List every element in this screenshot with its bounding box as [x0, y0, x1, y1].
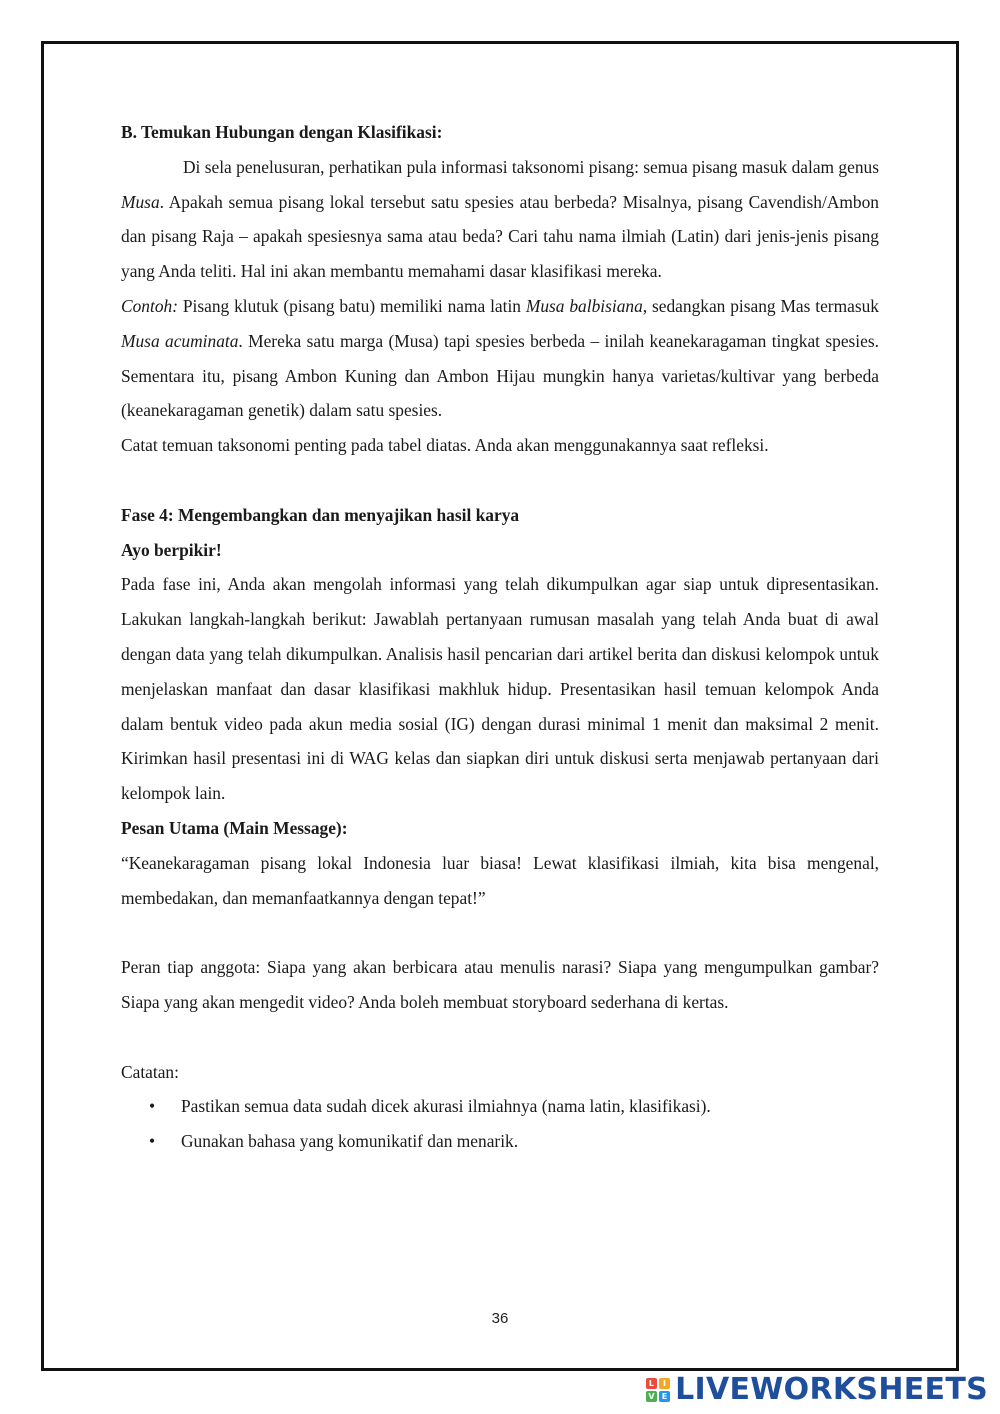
main-message: “Keanekaragaman pisang lokal Indonesia luar biasa! Lewat klasifikasi ilmiah, kita bisa mengenal, membedakan, dan memanfaatkannya dengan tepat!” — [121, 852, 879, 908]
section-b-text-b: . Apakah semua pisang lokal tersebut satu spesies atau berbeda? Misalnya, pisang Cavendish/Ambon dan pisang Raja – apakah spesiesnya sama atau beda? Cari tahu nama ilmiah (Latin) dari jenis-jenis pisang yang Anda teliti. Hal ini akan membantu memahami dasar klasifikasi mereka. — [121, 191, 879, 282]
liveworksheets-logo[interactable] — [646, 1372, 988, 1407]
spacer — [121, 463, 879, 498]
fase4-heading: Fase 4: Mengembangkan dan menyajikan hasil karya — [121, 504, 520, 525]
note-text: Pastikan semua data sudah dicek akurasi ilmiahnya (nama latin, klasifikasi). — [181, 1096, 711, 1117]
brand-tile: V — [646, 1391, 657, 1402]
list-item — [121, 1089, 879, 1124]
brand-tile: L — [646, 1378, 657, 1389]
brand-name: LIVEWORKSHEETS — [675, 1372, 988, 1407]
spacer — [121, 1020, 879, 1055]
list-item — [121, 1124, 879, 1159]
section-b-heading: B. Temukan Hubungan dengan Klasifikasi: — [121, 122, 443, 142]
notes-list — [121, 1089, 879, 1159]
example-label: Contoh: — [121, 295, 179, 316]
example-text-c: . Mereka satu marga (Musa) tapi spesies berbeda – inilah keanekaragaman tingkat spesies. Sementara itu, pisang Ambon Kuning dan Ambon Hijau mungkin hanya varietas/kultivar yang berbeda (keanekaragaman genetik) dalam satu spesies. — [121, 330, 879, 421]
roles-paragraph: Peran tiap anggota: Siapa yang akan berbicara atau menulis narasi? Siapa yang mengumpulkan gambar? Siapa yang akan mengedit video? Anda boleh membuat storyboard sederhana di kertas. — [121, 957, 879, 1012]
species-name-2: Musa acuminata — [121, 330, 239, 351]
example-text-b: , sedangkan pisang Mas termasuk — [642, 295, 879, 316]
brand-mark-icon — [646, 1378, 670, 1402]
fase4-body: Pada fase ini, Anda akan mengolah informasi yang telah dikumpulkan agar siap untuk dipresentasikan. Lakukan langkah-langkah berikut: Jawablah pertanyaan rumusan masalah yang telah Anda buat di awal dengan data yang telah dikumpulkan. Analisis hasil pencarian dari artikel berita dan diskusi kelompok untuk menjelaskan manfaat dan dasar klasifikasi makhluk hidup. Presentasikan hasil temuan kelompok Anda dalam bentuk video pada akun media sosial (IG) dengan durasi minimal 1 menit dan maksimal 2 menit. Kirimkan hasil presentasi ini di WAG kelas dan siapkan diri untuk diskusi serta menjawab pertanyaan dari kelompok lain. — [121, 574, 879, 804]
section-b-paragraph — [121, 150, 879, 289]
genus-name: Musa — [121, 191, 160, 212]
taxonomy-note: Catat temuan taksonomi penting pada tabel diatas. Anda akan menggunakannya saat refleksi. — [121, 435, 769, 456]
note-text: Gunakan bahasa yang komunikatif dan menarik. — [181, 1131, 519, 1152]
spacer — [121, 915, 879, 950]
example-text-a: Pisang klutuk (pisang batu) memiliki nama latin — [178, 295, 526, 316]
main-message-heading: Pesan Utama (Main Message): — [121, 817, 348, 838]
brand-tile: I — [659, 1378, 670, 1389]
document-content — [121, 115, 879, 1159]
notes-label: Catatan: — [121, 1061, 179, 1082]
brand-tile: E — [659, 1391, 670, 1402]
section-b-text-a: Di sela penelusuran, perhatikan pula informasi taksonomi pisang: semua pisang masuk dalam genus — [183, 156, 879, 177]
example-paragraph — [121, 289, 879, 428]
bullet-icon: • — [149, 1131, 156, 1152]
bullet-icon: • — [149, 1096, 156, 1117]
species-name-1: Musa balbisiana — [525, 295, 643, 316]
page-number: 36 — [491, 1310, 509, 1327]
fase4-subheading: Ayo berpikir! — [121, 539, 222, 560]
